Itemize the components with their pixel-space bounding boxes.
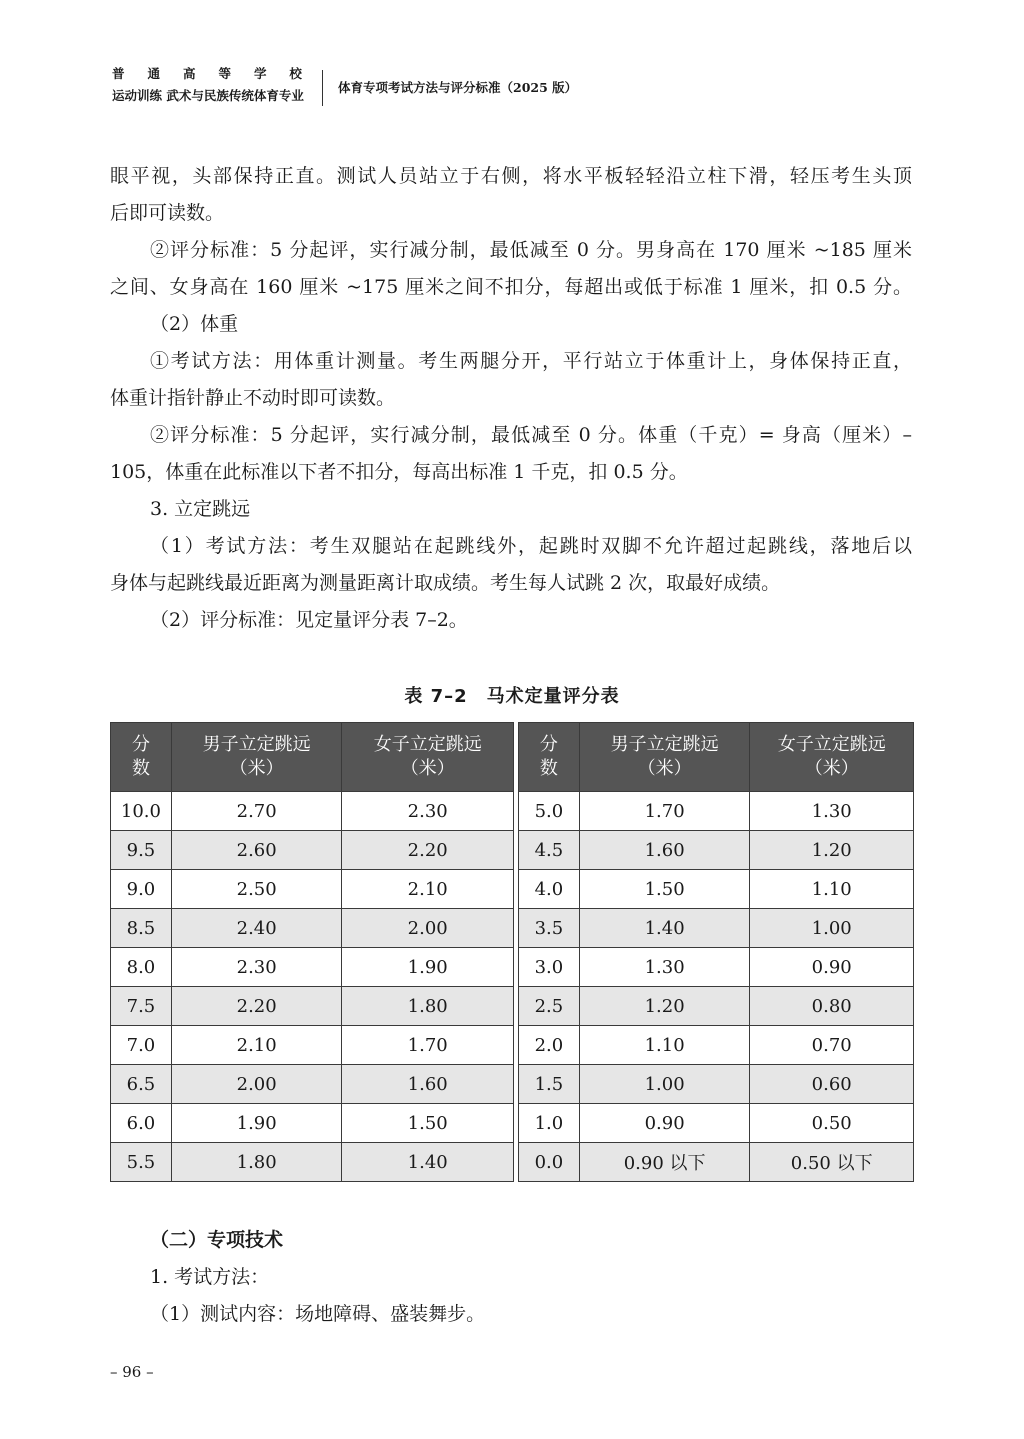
paragraph-line: （1）测试内容：场地障碍、盛装舞步。	[150, 1303, 486, 1325]
section-heading: （二）专项技术	[150, 1229, 284, 1251]
female-cell: 1.20	[750, 831, 914, 870]
header-school-char: 普	[112, 66, 125, 81]
subheading-long-jump: 3. 立定跳远	[150, 498, 251, 520]
score-cell: 6.0	[111, 1104, 172, 1143]
header-school-char: 学	[253, 66, 267, 81]
male-cell: 2.10	[171, 1026, 342, 1065]
paragraph-line: ①考试方法：用体重计测量。考生两腿分开，平行站立于体重计上，身体保持正直，	[150, 350, 912, 372]
male-cell: 2.20	[171, 987, 342, 1026]
female-cell: 0.70	[750, 1026, 914, 1065]
female-cell: 1.80	[342, 987, 514, 1026]
score-cell: 1.0	[519, 1104, 580, 1143]
female-cell: 1.90	[342, 948, 514, 987]
table-row	[111, 909, 514, 948]
score-cell: 1.5	[519, 1065, 580, 1104]
female-cell: 0.60	[750, 1065, 914, 1104]
male-cell: 1.30	[579, 948, 750, 987]
score-cell: 4.5	[519, 831, 580, 870]
table-row	[111, 948, 514, 987]
table-header-row	[519, 723, 914, 792]
male-cell: 1.60	[579, 831, 750, 870]
table-row	[519, 1065, 914, 1104]
header-school-char: 等	[218, 66, 231, 81]
female-cell: 1.00	[750, 909, 914, 948]
paragraph-line: 之间、女身高在 160 厘米 ~175 厘米之间不扣分，每超出或低于标准 1 厘米，扣 0.5 分。	[110, 276, 912, 298]
score-cell: 9.5	[111, 831, 172, 870]
table-row	[111, 831, 514, 870]
header-school-char: 通	[147, 66, 160, 81]
paragraph-line: 1. 考试方法：	[150, 1266, 270, 1288]
paragraph-line: ②评分标准：5 分起评，实行减分制，最低减至 0 分。男身高在 170 厘米 ~185 厘米	[150, 239, 912, 261]
male-cell: 1.90	[171, 1104, 342, 1143]
score-cell: 8.0	[111, 948, 172, 987]
paragraph-line: 身体与起跳线最近距离为测量距离计取成绩。考生每人试跳 2 次，取最好成绩。	[110, 572, 781, 594]
section-special-technique	[110, 1222, 912, 1333]
female-cell: 2.30	[342, 792, 514, 831]
score-cell: 2.5	[519, 987, 580, 1026]
header-female: 女子立定跳远 （米）	[750, 723, 914, 792]
male-cell: 1.70	[579, 792, 750, 831]
female-cell: 0.50 以下	[750, 1143, 914, 1182]
table-row	[111, 1143, 514, 1182]
header-score: 分 数	[519, 723, 580, 792]
table-header-row	[111, 723, 514, 792]
female-cell: 1.70	[342, 1026, 514, 1065]
score-cell: 3.5	[519, 909, 580, 948]
female-cell: 0.80	[750, 987, 914, 1026]
male-cell: 1.20	[579, 987, 750, 1026]
score-table-left	[110, 722, 514, 1182]
table-row	[519, 1143, 914, 1182]
table-row	[519, 792, 914, 831]
table-row	[111, 987, 514, 1026]
table-row	[519, 870, 914, 909]
female-cell: 1.50	[342, 1104, 514, 1143]
paragraph-line: 体重计指针静止不动时即可读数。	[110, 387, 396, 409]
table-row	[111, 1065, 514, 1104]
table-row	[519, 1104, 914, 1143]
table-row	[111, 1026, 514, 1065]
male-cell: 2.50	[171, 870, 342, 909]
score-cell: 5.0	[519, 792, 580, 831]
header-male: 男子立定跳远 （米）	[171, 723, 342, 792]
score-cell: 2.0	[519, 1026, 580, 1065]
female-cell: 2.10	[342, 870, 514, 909]
paragraph-line: ②评分标准：5 分起评，实行减分制，最低减至 0 分。体重（千克）= 身高（厘米）–	[150, 424, 912, 446]
table-row	[111, 792, 514, 831]
female-cell: 2.00	[342, 909, 514, 948]
male-cell: 1.50	[579, 870, 750, 909]
score-cell: 10.0	[111, 792, 172, 831]
table-row	[111, 870, 514, 909]
score-cell: 0.0	[519, 1143, 580, 1182]
header-score: 分 数	[111, 723, 172, 792]
header-male: 男子立定跳远 （米）	[579, 723, 750, 792]
score-cell: 8.5	[111, 909, 172, 948]
male-cell: 2.40	[171, 909, 342, 948]
table-row	[111, 1104, 514, 1143]
header-school-char: 高	[182, 66, 196, 81]
male-cell: 2.60	[171, 831, 342, 870]
header-school	[112, 66, 302, 82]
page-number: – 96 –	[110, 1363, 154, 1381]
header-school-char: 校	[289, 66, 302, 81]
female-cell: 1.40	[342, 1143, 514, 1182]
female-cell: 1.60	[342, 1065, 514, 1104]
paragraph-line: 105，体重在此标准以下者不扣分，每高出标准 1 千克，扣 0.5 分。	[110, 461, 688, 483]
header-divider	[322, 70, 323, 106]
male-cell: 1.00	[579, 1065, 750, 1104]
female-cell: 0.50	[750, 1104, 914, 1143]
male-cell: 1.10	[579, 1026, 750, 1065]
male-cell: 2.30	[171, 948, 342, 987]
table-row	[519, 909, 914, 948]
male-cell: 1.40	[579, 909, 750, 948]
male-cell: 2.70	[171, 792, 342, 831]
paragraph-line: 眼平视，头部保持正直。测试人员站立于右侧，将水平板轻轻沿立柱下滑，轻压考生头顶	[110, 165, 912, 187]
score-cell: 9.0	[111, 870, 172, 909]
body-text	[110, 158, 912, 639]
header-left	[112, 66, 312, 104]
score-cell: 6.5	[111, 1065, 172, 1104]
table-row	[519, 831, 914, 870]
male-cell: 0.90	[579, 1104, 750, 1143]
header-female: 女子立定跳远 （米）	[342, 723, 514, 792]
female-cell: 1.30	[750, 792, 914, 831]
score-cell: 4.0	[519, 870, 580, 909]
table-row	[519, 1026, 914, 1065]
score-cell: 3.0	[519, 948, 580, 987]
female-cell: 2.20	[342, 831, 514, 870]
male-cell: 0.90 以下	[579, 1143, 750, 1182]
male-cell: 2.00	[171, 1065, 342, 1104]
subheading-weight: （2）体重	[150, 313, 239, 335]
score-cell: 7.0	[111, 1026, 172, 1065]
header-subtitle: 运动训练 武术与民族传统体育专业	[112, 88, 304, 103]
paragraph-line: （2）评分标准：见定量评分表 7–2。	[150, 609, 468, 631]
table-row	[519, 948, 914, 987]
male-cell: 1.80	[171, 1143, 342, 1182]
table-row	[519, 987, 914, 1026]
header-book-title: 体育专项考试方法与评分标准（2025 版）	[338, 80, 578, 95]
female-cell: 1.10	[750, 870, 914, 909]
female-cell: 0.90	[750, 948, 914, 987]
score-cell: 7.5	[111, 987, 172, 1026]
score-cell: 5.5	[111, 1143, 172, 1182]
score-table-right	[518, 722, 914, 1182]
paragraph-line: 后即可读数。	[110, 202, 225, 224]
paragraph-line: （1）考试方法：考生双腿站在起跳线外，起跳时双脚不允许超过起跳线，落地后以	[150, 535, 912, 557]
table-title: 表 7–2 马术定量评分表	[404, 686, 620, 707]
